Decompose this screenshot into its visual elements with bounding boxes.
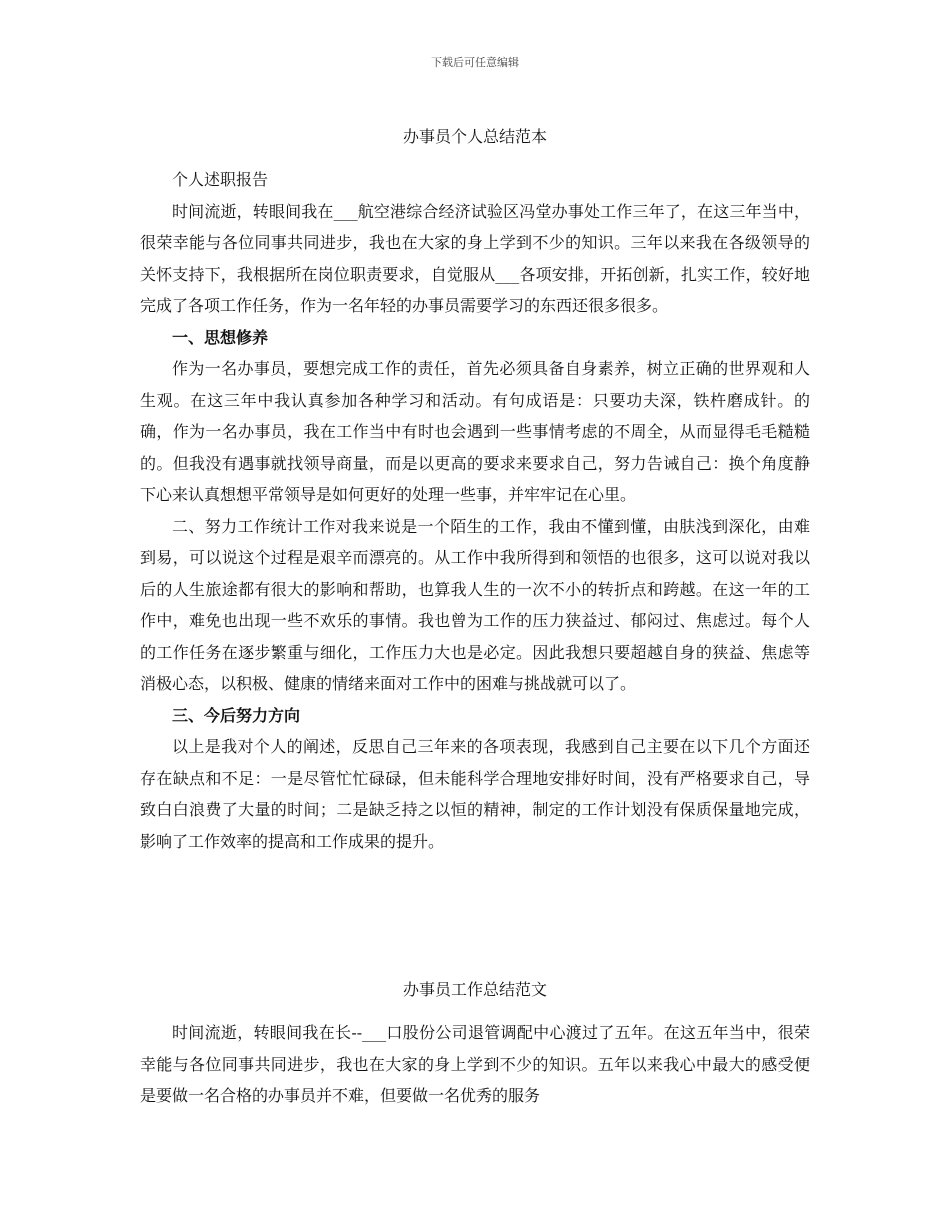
section-heading: 三、今后努力方向 — [172, 705, 301, 725]
document-title-2: 办事员工作总结范文 — [402, 980, 547, 999]
section-heading: 一、思想修养 — [172, 327, 269, 347]
section-1-body — [140, 164, 810, 857]
paragraph: 时间流逝，转眼间我在___航空港综合经济试验区冯堂办事处工作三年了，在这三年当中，很荣幸能与各位同事共同进步，我也在大家的身上学到不少的知识。三年以来我在各级领导的关怀支持下，我根据所在岗位职责要求，自觉服从___各项安排，开拓创新，扎实工作，较好地完成了各项工作任务，作为一名年轻的办事员需要学习的东西还很多很多。 — [140, 201, 810, 315]
paragraph: 二、努力工作统计工作对我来说是一个陌生的工作，我由不懂到懂，由肤浅到深化，由难到易，可以说这个过程是艰辛而漂亮的。从工作中我所得到和领悟的也很多，这可以说对我以后的人生旅途都有很大的影响和帮助，也算我人生的一次不小的转折点和跨越。在这一年的工作中，难免也出现一些不欢乐的事情。我也曾为工作的压力狭益过、郁闷过、焦虑过。每个人的工作任务在逐步繁重与细化，工作压力大也是必定。因此我想只要超越自身的狭益、焦虑等消极心态，以积极、健康的情绪来面对工作中的困难与挑战就可以了。 — [140, 516, 810, 693]
paragraph: 作为一名办事员，要想完成工作的责任，首先必须具备自身素养，树立正确的世界观和人生观。在这三年中我认真参加各种学习和活动。有句成语是：只要功夫深，铁杵磨成针。的确，作为一名办事员，我在工作当中有时也会遇到一些事情考虑的不周全，从而显得毛毛糙糙的。但我没有遇事就找领导商量，而是以更高的要求来要求自己，努力告诫自己：换个角度静下心来认真想想平常领导是如何更好的处理一些事，并牢牢记在心里。 — [140, 359, 810, 504]
header-note: 下载后可任意编辑 — [431, 56, 519, 69]
paragraph: 时间流逝，转眼间我在长--___口股份公司退管调配中心渡过了五年。在这五年当中，很荣幸能与各位同事共同进步，我也在大家的身上学到不少的知识。五年以来我心中最大的感受便是要做一名合格的办事员并不难，但要做一名优秀的服务 — [140, 1023, 810, 1105]
paragraph: 个人述职报告 — [172, 170, 269, 189]
document-title-1: 办事员个人总结范本 — [402, 127, 547, 146]
paragraph: 以上是我对个人的阐述，反思自己三年来的各项表现，我感到自己主要在以下几个方面还存在缺点和不足：一是尽管忙忙碌碌，但未能科学合理地安排好时间，没有严格要求自己，导致白白浪费了大量的时间；二是缺乏持之以恒的精神，制定的工作计划没有保质保量地完成，影响了工作效率的提高和工作成果的提升。 — [140, 737, 810, 851]
section-2-body — [140, 1017, 810, 1112]
